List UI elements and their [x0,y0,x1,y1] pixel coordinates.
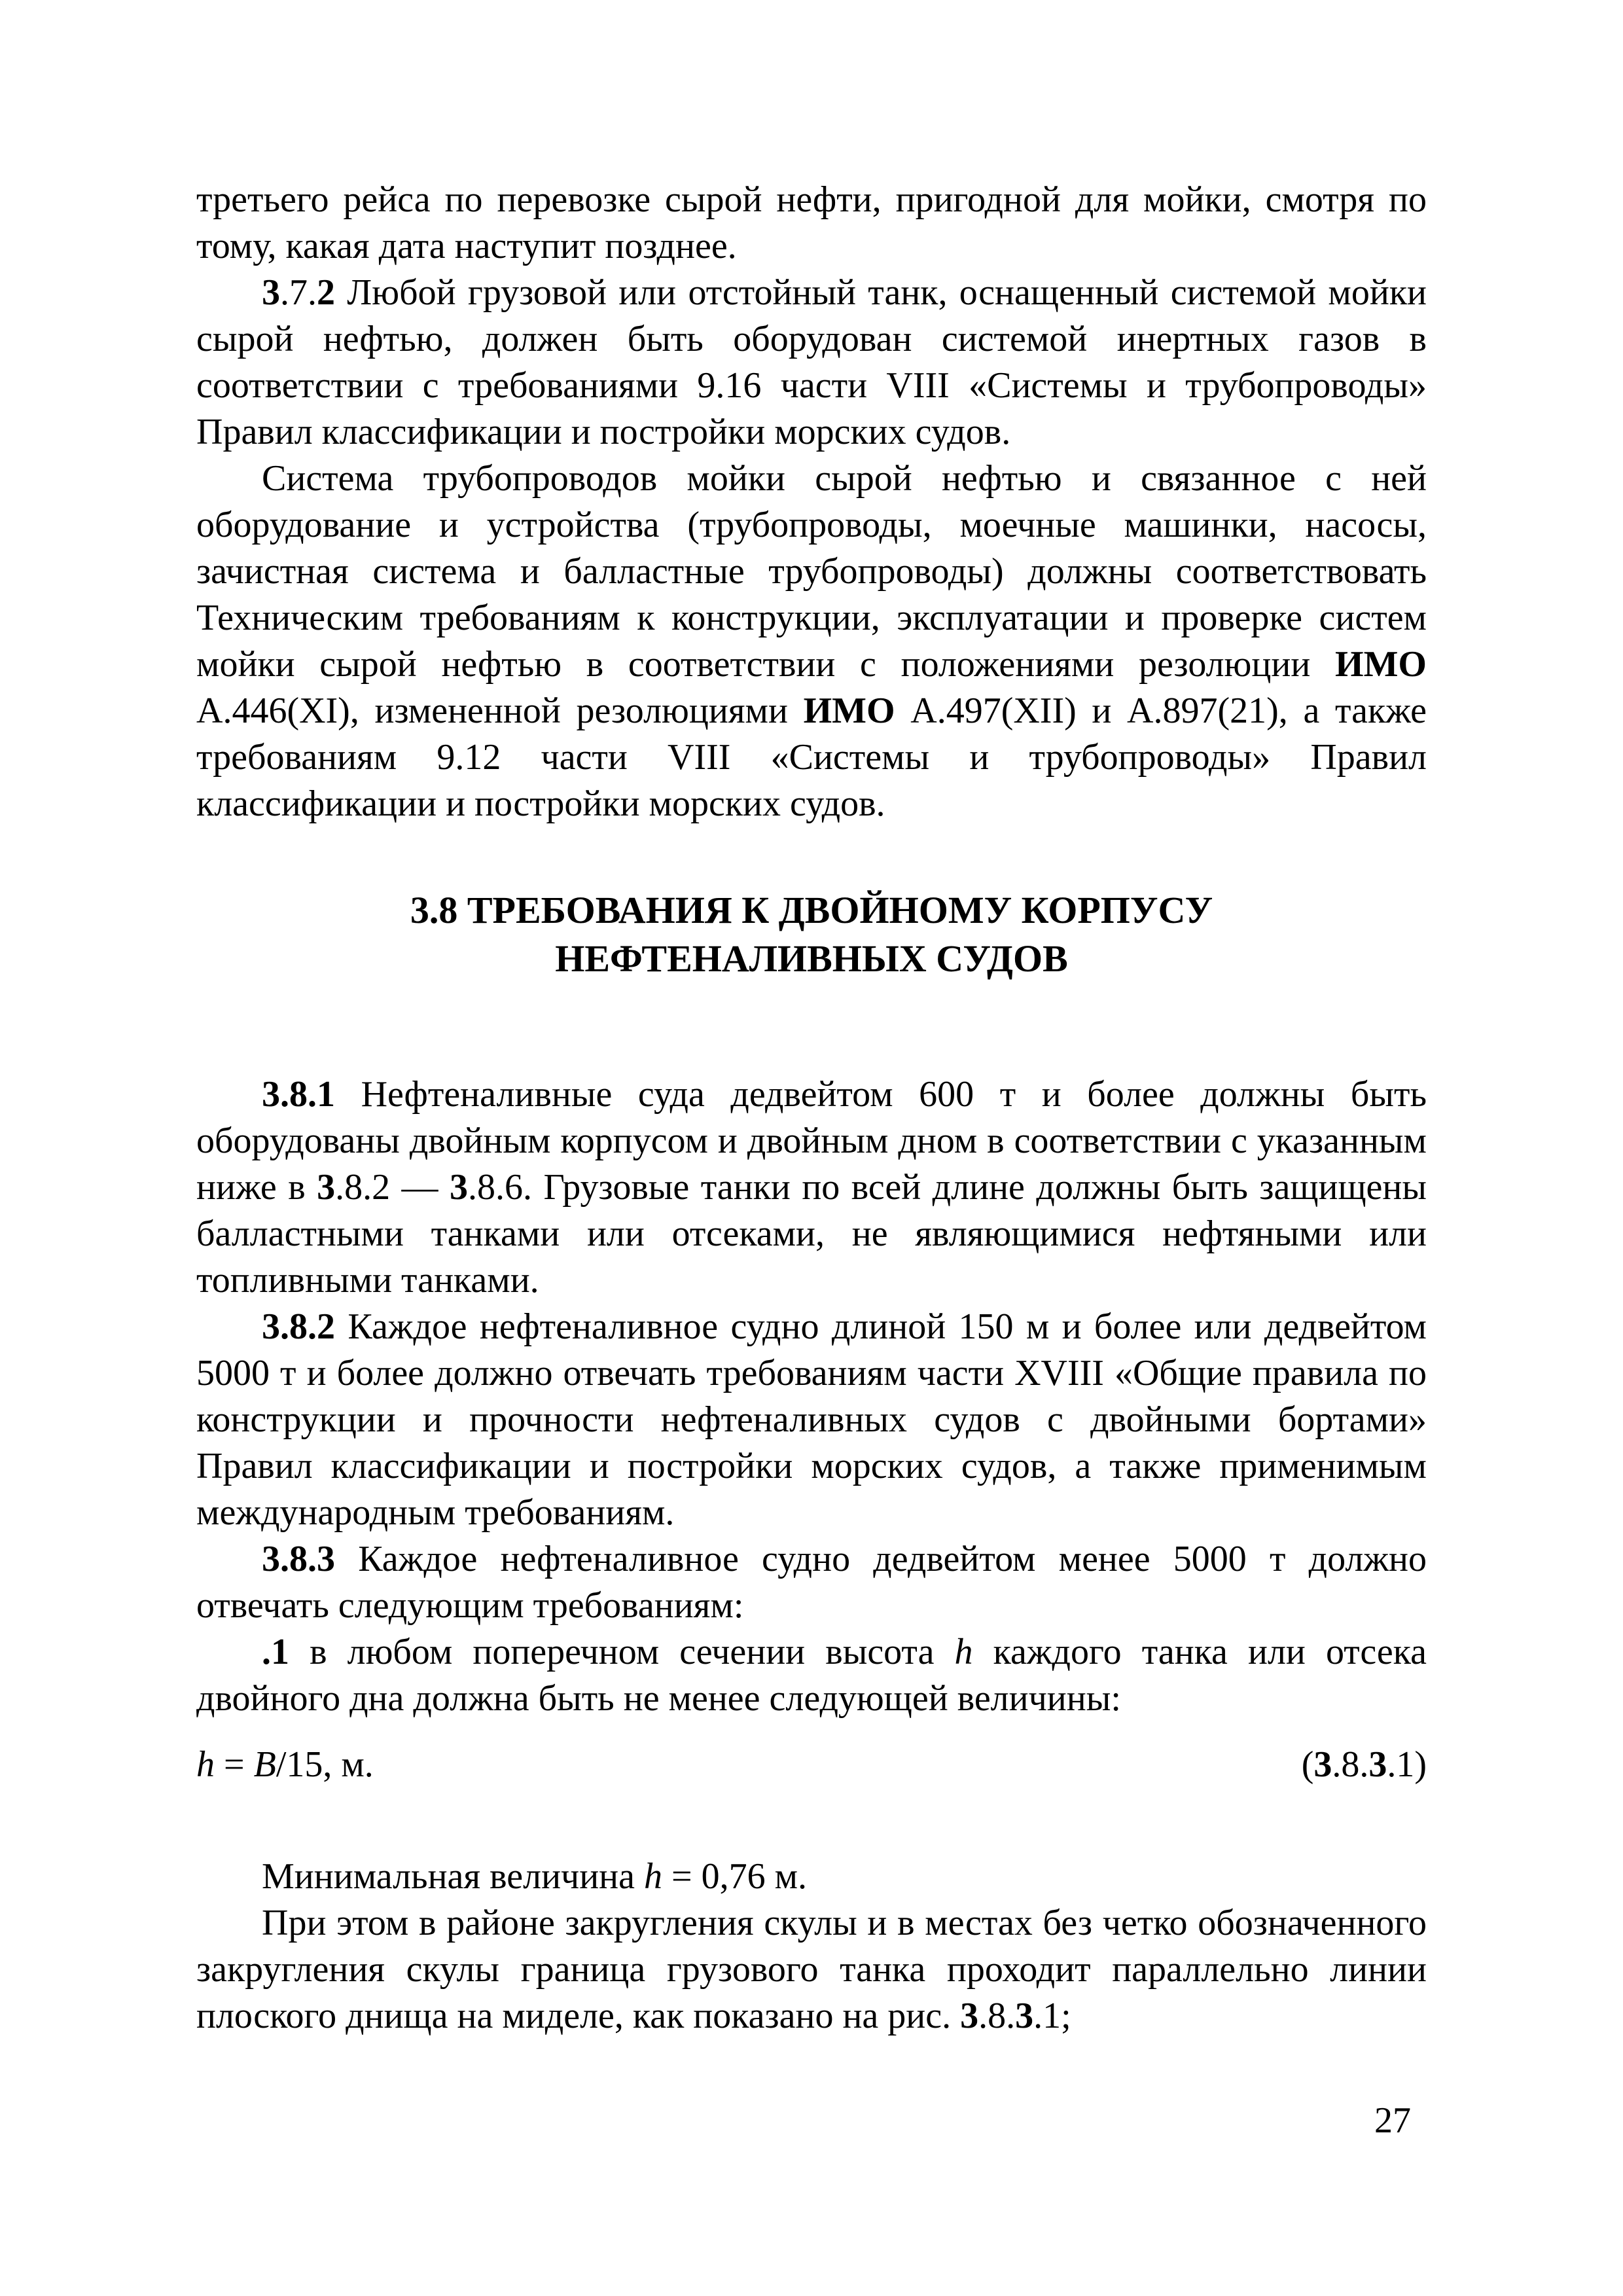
clause-number-part: .7. [280,272,317,313]
document-page [196,177,1427,2039]
reference-part: 3 [317,1167,336,1208]
formula-number [1302,1742,1427,1788]
formula-expression [196,1742,374,1788]
paragraph-item-1 [196,1629,1427,1722]
paragraph-text: Каждое нефтеналивное судно дедвейтом менее 5000 т должно отвечать следующим требованиям: [196,1539,1427,1626]
paragraph-3-8-3 [196,1536,1427,1629]
paragraph-text: Грузовые танки по всей длине должны быть защищены балластными танками или отсеками, не являющимися нефтяными или топливными танками. [196,1167,1427,1300]
figure-reference-part: .8. [978,1996,1016,2036]
paragraph-text: Система трубопроводов мойки сырой нефтью и связанное с ней оборудование и устройства (трубопроводы, моечные машинки, насосы, зачистная система и балластные трубопроводы) должны соответствовать Техническим требованиям к конструкции, эксплуатации и проверке систем мойки сырой нефтью в соответствии с положениями резолюции [196,458,1427,685]
figure-reference-part: 3 [960,1996,979,2036]
paragraph-3-7-1-continuation: третьего рейса по перевозке сырой нефти, пригодной для мойки, смотря по тому, какая дата наступит позднее. [196,179,1427,266]
variable-b: B [253,1744,276,1785]
clause-number: 3.8.3 [262,1539,335,1579]
variable-h: h [954,1632,973,1672]
formula-number-part: 3 [1313,1744,1332,1785]
formula-part: /15, м. [276,1744,374,1785]
imo-abbrev: ИМО [1335,644,1427,685]
paragraph-text: в любом поперечном сечении высота [289,1632,955,1672]
clause-number-part: 2 [317,272,335,313]
clause-number-part: 3 [262,272,280,313]
section-title-part: ТРЕБОВАНИЯ К ДВОЙНОМУ КОРПУСУ [457,889,1213,931]
paragraph-text: Минимальная величина [262,1856,645,1897]
reference-part: .8.6. [468,1167,532,1208]
page-number: 27 [1374,2100,1411,2141]
item-number: .1 [262,1632,289,1672]
reference-part: 3 [450,1167,468,1208]
section-heading-line-2: НЕФТЕНАЛИВНЫХ СУДОВ [555,937,1068,980]
paragraph-text: А.497(XII) и А.897(21), а также требованиям 9.12 части VIII «Системы и трубопроводы» Правил классификации и постройки морских судов. [196,691,1427,824]
formula-number-part: ( [1301,1744,1314,1785]
clause-number: 3.8.2 [262,1306,335,1347]
paragraph-bilge-boundary [196,1900,1427,2039]
paragraph-3-8-1 [196,1071,1427,1304]
paragraph-minimum-value [196,1854,1427,1900]
figure-reference-part: .1; [1033,1996,1071,2036]
paragraph-text: Каждое нефтеналивное судно длиной 150 м и более или дедвейтом 5000 т и более должно отвечать требованиям части XVIII «Общие правила по конструкции и прочности нефтеналивных судов с двойными бортами» Правил классификации и постройки морских судов, а также применимым международным требованиям. [196,1306,1427,1533]
paragraph-crude-oil-washing-system [196,456,1427,827]
paragraph-text: = 0,76 м. [662,1856,808,1897]
paragraph-text: Нефтеналивные суда дедвейтом 600 т и более должны быть оборудованы двойным корпусом и двойным дном в соответствии с указанным ниже в [196,1074,1427,1208]
variable-h: h [644,1856,663,1897]
section-heading [196,886,1427,983]
paragraph-text: Любой грузовой или отстойный танк, оснащенный системой мойки сырой нефтью, должен быть оборудован системой инертных газов в соответствии с требованиями 9.16 части VIII «Системы и трубопроводы» Правил классификации и постройки морских судов. [196,272,1427,452]
section-number: 3.8 [410,889,458,931]
formula-part: = [215,1744,254,1785]
variable-h: h [196,1744,215,1785]
reference-part: .8.2 — [335,1167,450,1208]
formula-number-part: .1) [1387,1744,1427,1785]
paragraph-3-8-2 [196,1304,1427,1536]
paragraph-3-7-2 [196,270,1427,456]
formula-number-part: 3 [1368,1744,1387,1785]
formula-3-8-3-1 [196,1742,1427,1788]
figure-reference-part: 3 [1015,1996,1034,2036]
paragraph-text: При этом в районе закругления скулы и в местах без четко обозначенного закругления скулы граница грузового танка проходит параллельно линии плоского днища на миделе, как показано на рис. [196,1903,1427,2036]
clause-number: 3.8.1 [262,1074,335,1115]
section-heading-line-1 [196,886,1427,935]
formula-number-part: .8. [1332,1744,1369,1785]
paragraph-text: каждого танка или отсека двойного дна должна быть не менее следующей величины: [196,1632,1427,1719]
paragraph-text: А.446(XI), измененной резолюциями [196,691,804,731]
imo-abbrev: ИМО [803,691,895,731]
